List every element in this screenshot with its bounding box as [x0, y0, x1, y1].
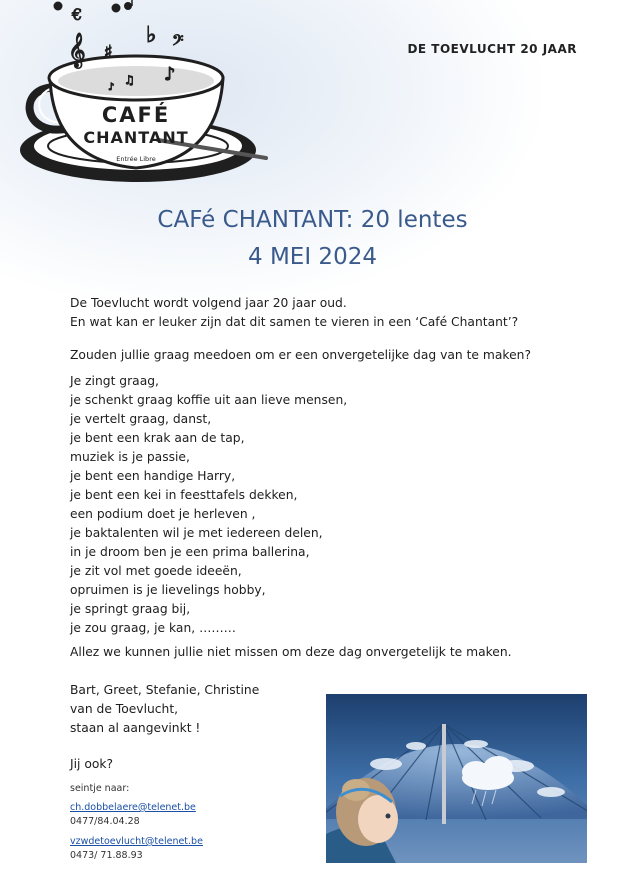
- list-item: je bent een krak aan de tap,: [70, 431, 245, 445]
- contact-email-2[interactable]: vzwdetoevlucht@telenet.be: [70, 836, 203, 847]
- list-item: je zit vol met goede ideeën,: [70, 564, 242, 578]
- closing-line: Allez we kunnen jullie niet missen om deze dag onvergetelijk te maken.: [70, 645, 512, 659]
- svg-text:♭: ♭: [146, 23, 157, 48]
- svg-text:€: €: [72, 5, 83, 24]
- logo-subtitle: Entrée Libre: [116, 155, 156, 163]
- contact-phone-1: 0477/84.04.28: [70, 816, 140, 827]
- list-item: je schenkt graag koffie uit aan lieve mensen,: [70, 393, 348, 407]
- list-item: je bent een handige Harry,: [70, 469, 236, 483]
- contact-phone-2: 0473/ 71.88.93: [70, 850, 143, 861]
- you-too-question: Jij ook?: [70, 757, 114, 771]
- contact-email-1[interactable]: ch.dobbelaere@telenet.be: [70, 802, 196, 813]
- page-title: CAFé CHANTANT: 20 lentes: [157, 207, 468, 233]
- intro-line-1: De Toevlucht wordt volgend jaar 20 jaar oud.: [70, 296, 347, 310]
- list-item: je baktalenten wil je met iedereen delen,: [70, 526, 323, 540]
- list-item: je bent een kei in feesttafels dekken,: [70, 488, 298, 502]
- cafe-chantant-logo: [8, 0, 278, 200]
- signature-ticked: staan al aangevinkt !: [70, 721, 201, 735]
- intro-line-2: En wat kan er leuker zijn dat dit samen te vieren in een ‘Café Chantant’?: [70, 315, 519, 329]
- logo-text-cafe: CAFÉ: [101, 103, 171, 127]
- list-item: Je zingt graag,: [70, 374, 159, 388]
- svg-text:♫: ♫: [124, 73, 135, 87]
- question-line: Zouden jullie graag meedoen om er een onvergetelijke dag van te maken?: [70, 348, 531, 362]
- svg-text:♪: ♪: [108, 82, 115, 93]
- logo-text-chantant: CHANTANT: [83, 128, 189, 147]
- svg-text:♯: ♯: [104, 42, 113, 63]
- svg-text:𝄢: 𝄢: [172, 32, 184, 53]
- girl-umbrella-photo: [326, 694, 587, 863]
- list-item: je zou graag, je kan, ………: [70, 621, 236, 635]
- header-anniversary-label: DE TOEVLUCHT 20 JAAR: [407, 42, 577, 56]
- contact-label: seintje naar:: [70, 783, 130, 794]
- list-item: opruimen is je lievelings hobby,: [70, 583, 266, 597]
- list-item: in je droom ben je een prima ballerina,: [70, 545, 310, 559]
- list-item: je vertelt graag, danst,: [70, 412, 212, 426]
- list-item: muziek is je passie,: [70, 450, 190, 464]
- event-date: 4 MEI 2024: [248, 244, 377, 270]
- signature-names: Bart, Greet, Stefanie, Christine: [70, 683, 260, 697]
- signature-org: van de Toevlucht,: [70, 702, 179, 716]
- list-item: een podium doet je herleven ,: [70, 507, 256, 521]
- svg-text:♪: ♪: [164, 64, 176, 85]
- svg-text:𝄞: 𝄞: [68, 33, 86, 68]
- list-item: je springt graag bij,: [70, 602, 191, 616]
